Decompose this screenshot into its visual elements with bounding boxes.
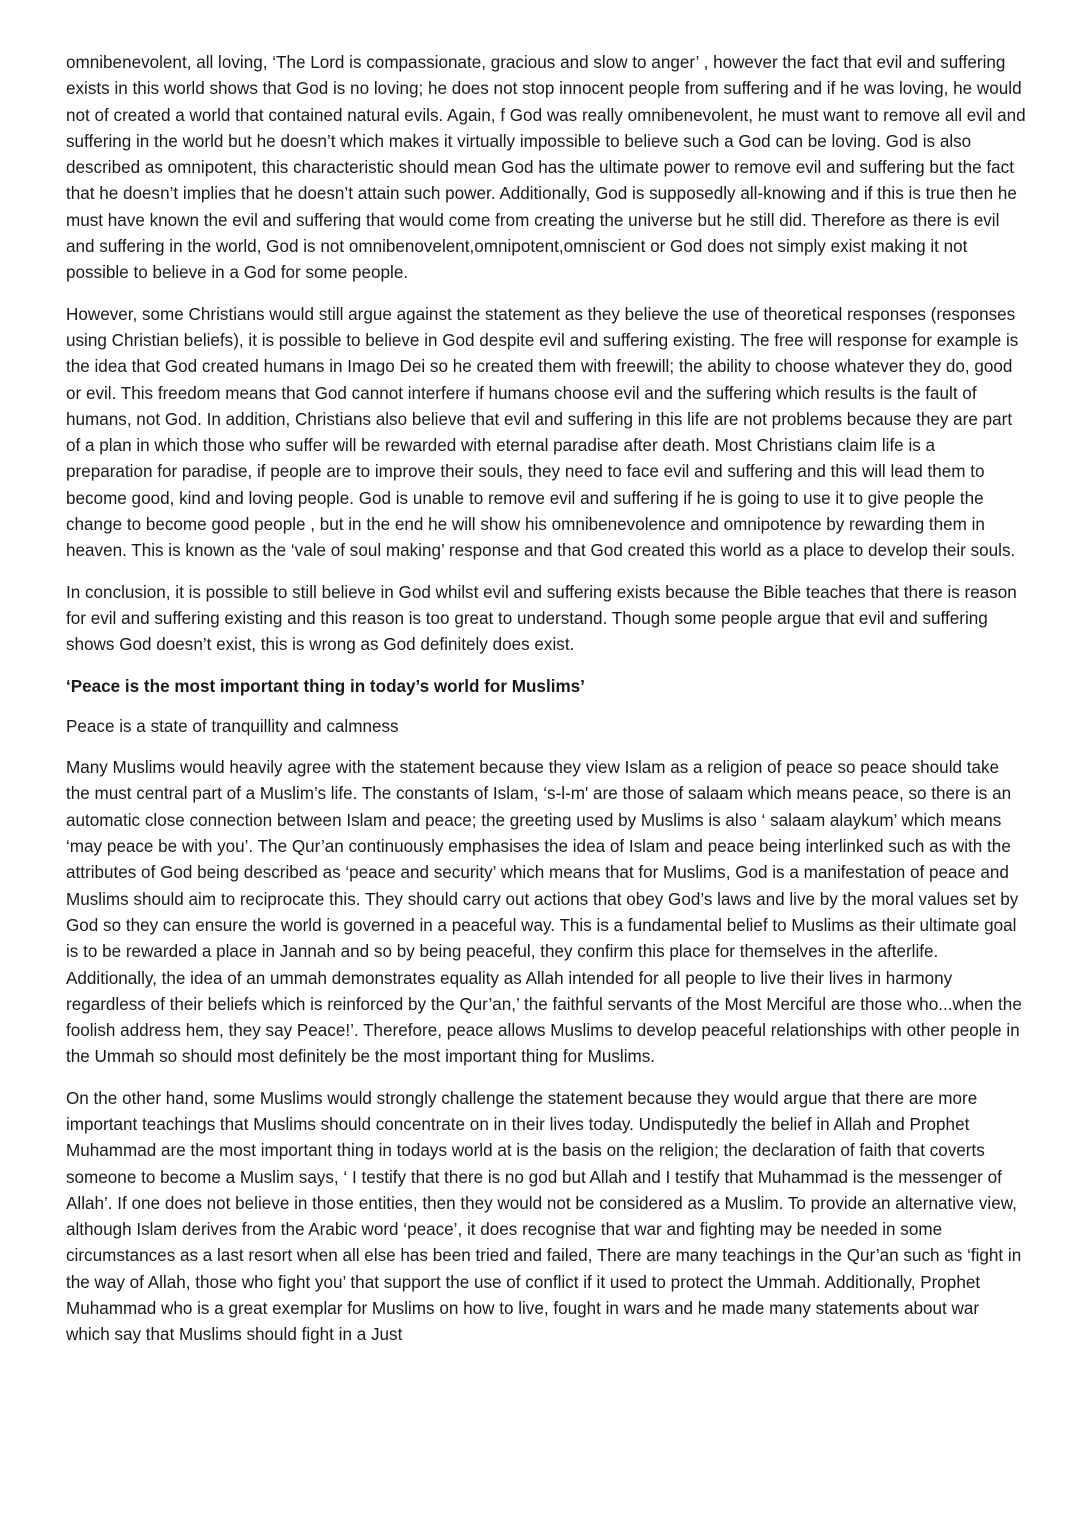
document-page <box>66 50 1026 1364</box>
essay-heading: ‘Peace is the most important thing in today’s world for Muslims’ <box>66 676 585 696</box>
paragraph-free-will-response: However, some Christians would still argue against the statement as they believe the use of theoretical responses (responses using Christian beliefs), it is possible to believe in God despite evil and suffering existing. The free will response for example is the idea that God created humans in Imago Dei so he created them with freewill; the ability to choose whatever they do, good or evil. This freedom means that God cannot interfere if humans choose evil and the suffering which results is the fault of humans, not God. In addition, Christians also believe that evil and suffering in this life are not problems because they are part of a plan in which those who suffer will be rewarded with eternal paradise after death. Most Christians claim life is a preparation for paradise, if people are to improve their souls, they need to face evil and suffering and this will lead them to become good, kind and loving people. God is unable to remove evil and suffering if he is going to use it to give people the change to become good people , but in the end he will show his omnibenevolence and omnipotence by rewarding them in heaven. This is known as the ‘vale of soul making’ response and that God created this world as a place to develop their souls. <box>66 304 1019 561</box>
definition-line: Peace is a state of tranquillity and calmness <box>66 716 399 736</box>
paragraph-islam-peace: Many Muslims would heavily agree with the statement because they view Islam as a religion of peace so peace should take the must central part of a Muslim’s life. The constants of Islam, ‘s-l-m' are those of salaam which means peace, so there is an automatic close connection between Islam and peace; the greeting used by Muslims is also ‘ salaam alaykum’ which means ‘may peace be with you’. The Qur’an continuously emphasises the idea of Islam and peace being interlinked such as with the attributes of God being described as ‘peace and security’ which means that for Muslims, God is a manifestation of peace and Muslims should aim to reciprocate this. They should carry out actions that obey God’s laws and live by the moral values set by God so they can ensure the world is governed in a peaceful way. This is a fundamental belief to Muslims as their ultimate goal is to be rewarded a place in Jannah and so by being peaceful, they confirm this place for themselves in the afterlife. Additionally, the idea of an ummah demonstrates equality as Allah intended for all people to live their lives in harmony regardless of their beliefs which is reinforced by the Qur’an,’ the faithful servants of the Most Merciful are those who...when the foolish address hem, they say Peace!’. Therefore, peace allows Muslims to develop peaceful relationships with other people in the Ummah so should most definitely be the most important thing for Muslims. <box>66 758 1022 1067</box>
paragraph-omnibenevolence: omnibenevolent, all loving, ‘The Lord is compassionate, gracious and slow to anger’ , however the fact that evil and suffering exists in this world shows that God is no loving; he does not stop innocent people from suffering and if he was loving, he would not of created a world that contained natural evils. Again, f God was really omnibenevolent, he must want to remove all evil and suffering in the world but he doesn’t which makes it virtually impossible to believe such a God can be loving. God is also described as omnipotent, this characteristic should mean God has the ultimate power to remove evil and suffering but the fact that he doesn’t implies that he doesn’t attain such power. Additionally, God is supposedly all-knowing and if this is true then he must have known the evil and suffering that would come from creating the universe but he still did. Therefore as there is evil and suffering in the world, God is not omnibenovelent,omnipotent,omniscient or God does not simply exist making it not possible to believe in a God for some people. <box>66 53 1026 283</box>
paragraph-conclusion: In conclusion, it is possible to still believe in God whilst evil and suffering exists because the Bible teaches that there is reason for evil and suffering existing and this reason is too great to understand. Though some people argue that evil and suffering shows God doesn’t exist, this is wrong as God definitely does exist. <box>66 582 1017 655</box>
paragraph-counter-argument: On the other hand, some Muslims would strongly challenge the statement because they would argue that there are more important teachings that Muslims should concentrate on in their lives today. Undisputedly the belief in Allah and Prophet Muhammad are the most important thing in todays world at is the basis on the religion; the declaration of faith that coverts someone to become a Muslim says, ‘ I testify that there is no god but Allah and I testify that Muhammad is the messenger of Allah’. If one does not believe in those entities, then they would not be considered as a Muslim. To provide an alternative view, although Islam derives from the Arabic word ‘peace’, it does recognise that war and fighting may be needed in some circumstances as a last resort when all else has been tried and failed, There are many teachings in the Qur’an such as ‘fight in the way of Allah, those who fight you’ that support the use of conflict if it used to protect the Ummah. Additionally, Prophet Muhammad who is a great exemplar for Muslims on how to live, fought in wars and he made many statements about war which say that Muslims should fight in a Just <box>66 1088 1022 1345</box>
